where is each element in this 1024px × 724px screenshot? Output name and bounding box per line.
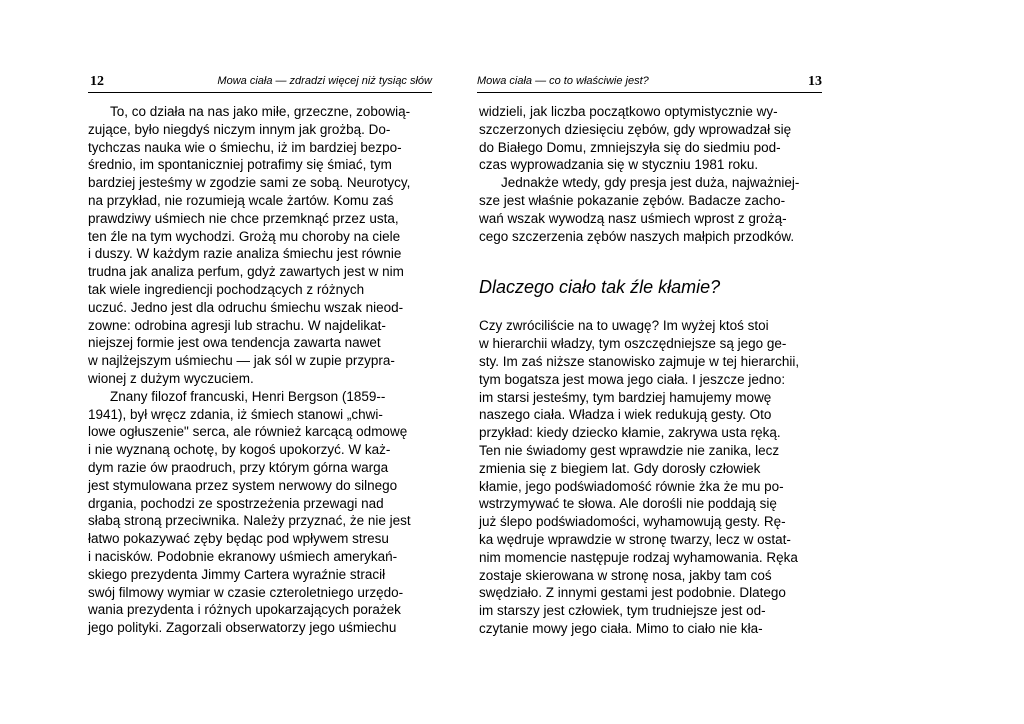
text-line: kłamie, jego podświadomość równie żka że mu po-: [479, 478, 784, 494]
section-heading: Dlaczego ciało tak źle kłamie?: [479, 277, 721, 298]
running-title: Mowa ciała — co to właściwie jest?: [477, 75, 649, 87]
text-line: skiego prezydenta Jimmy Cartera wyraźnie stracił: [88, 566, 386, 582]
text-line: szczerzonych dziesięciu zębów, gdy wprowadzał się: [479, 121, 792, 137]
text-line: prawdziwy uśmiech nie chce przemknąć przez usta,: [88, 210, 399, 226]
text-line: zujące, było niegdyś niczym innym jak grożbą. Do-: [88, 121, 391, 137]
text-line: i nie wyznaną ochotę, by kogoś upokorzyć. W każ-: [88, 442, 391, 458]
text-line: łatwo pokazywać zęby będąc pod wpływem stresu: [88, 531, 389, 547]
body-text: [479, 103, 821, 638]
page-number: 13: [808, 74, 822, 89]
text-line: wstrzymywać te słowa. Ale dorośli nie poddają się: [479, 496, 777, 512]
page-number: 12: [90, 74, 104, 89]
text-line: swędziało. Z innymi gestami jest podobnie. Dlatego: [479, 585, 786, 601]
text-line: do Białego Domu, zmniejszyła się do siedmiu pod-: [479, 139, 781, 155]
text-line: Znany filozof francuski, Henri Bergson (1859--: [110, 388, 386, 404]
text-line: ka wędruje wprawdzie w stronę twarzy, lecz w ostat-: [479, 531, 791, 547]
text-line: tym bogatsza jest mowa jego ciała. I jeszcze jedno:: [479, 371, 786, 387]
text-line: w najlżejszym uśmiechu — jak sól w zupie przypra-: [88, 353, 395, 369]
text-line: im starsi jesteśmy, tym bardziej hamujemy mowę: [479, 389, 772, 405]
text-line: nim momencie następuje rodzaj wyhamowania. Ręka: [479, 549, 798, 565]
text-line: lowe ogłuszenie" serca, ale również karcącą odmowę: [88, 424, 408, 440]
text-line: już ślepo podświadomości, wyhamowują gesty. Rę-: [479, 514, 786, 530]
text-line: ten źle na tym wychodzi. Grożą mu choroby na ciele: [88, 228, 401, 244]
running-title: Mowa ciała — zdradzi więcej niż tysiąc słów: [217, 75, 432, 87]
text-line: wań wszak wywodzą nasz uśmiech wprost z grożą-: [479, 210, 787, 226]
text-line: w hierarchii władzy, tym oszczędniejsze są jego ge-: [479, 336, 787, 352]
text-line: i nacisków. Podobnie ekranowy uśmiech amerykań-: [88, 548, 398, 564]
text-line: czas wyprowadzania się w styczniu 1981 roku.: [479, 157, 759, 173]
text-line: Ten nie świadomy gest wprawdzie nie zanika, lecz: [479, 442, 780, 458]
text-line: uczuć. Jedno jest dla odruchu śmiechu wszak nieod-: [88, 299, 404, 315]
text-line: jego polityki. Zagorzali obserwatorzy jego uśmiechu: [88, 620, 397, 636]
body-text: [88, 103, 436, 637]
text-line: zmienia się z biegiem lat. Gdy dorosły człowiek: [479, 460, 761, 476]
text-line: przykład: kiedy dziecko kłamie, zakrywa usta ręką.: [479, 425, 781, 441]
text-line: swój filmowy wymiar w czasie czteroletniego urzędo-: [88, 584, 404, 600]
text-line: dym razie ów praodruch, przy którym górna warga: [88, 459, 389, 475]
text-line: zowne: odrobina agresji lub strachu. W najdelikat-: [88, 317, 386, 333]
text-line: naszego ciała. Władza i wiek redukują gesty. Oto: [479, 407, 772, 423]
right-page: [477, 0, 1024, 724]
text-line: i duszy. W każdym razie analiza śmiechu jest równie: [88, 246, 402, 262]
text-line: wania prezydenta i różnych upokarzających porażek: [88, 602, 401, 618]
text-line: niejszej formie jest owa tendencja zawarta nawet: [88, 335, 381, 351]
text-line: Czy zwróciliście na to uwagę? Im wyżej ktoś stoi: [479, 318, 769, 334]
text-line: sze jest właśnie pokazanie zębów. Badacze zacho-: [479, 192, 786, 208]
text-line: tychczas nauka wie o śmiechu, iż im bardziej bezpo-: [88, 139, 402, 155]
text-line: zostaje skierowana w stronę nosa, jakby tam coś: [479, 567, 772, 583]
text-line: drgania, pochodzi ze spostrzeżenia przewagi nad: [88, 495, 384, 511]
text-line: bardziej jesteśmy w zgodzie sami ze sobą. Neurotycy,: [88, 175, 411, 191]
text-line: trudna jak analiza perfum, gdyż zawartych jest w nim: [88, 264, 404, 280]
text-line: czytanie mowy jego ciała. Mimo to ciało nie kła-: [479, 620, 763, 636]
text-line: wionej z dużym wyczuciem.: [88, 370, 254, 386]
text-line: im starszy jest człowiek, tym trudniejsze jest od-: [479, 603, 766, 619]
text-line: na przykład, nie rozumieją wcale żartów. Komu zaś: [88, 192, 394, 208]
text-line: 1941), był wręcz zdania, iż śmiech stanowi „chwi-: [88, 406, 383, 422]
text-line: średnio, im spontaniczniej potrafimy się śmiać, tym: [88, 157, 392, 173]
text-line: cego szczerzenia zębów naszych małpich przodków.: [479, 228, 795, 244]
text-line: Jednakże wtedy, gdy presja jest duża, najważniej-: [501, 175, 800, 191]
running-header: [88, 74, 432, 93]
text-line: jest stymulowana przez system nerwowy do silnego: [88, 477, 398, 493]
text-line: słabą stroną przeciwnika. Należy przyznać, że nie jest: [88, 513, 411, 529]
text-line: widzieli, jak liczba początkowo optymistycznie wy-: [479, 104, 778, 119]
running-header: [477, 74, 822, 93]
text-line: To, co działa na nas jako miłe, grzeczne, zobowią-: [110, 104, 411, 119]
text-line: tak wiele ingrediencji pochodzących z różnych: [88, 281, 365, 297]
text-line: sty. Im zaś niższe stanowisko zajmuje w tej hierarchii,: [479, 353, 800, 369]
